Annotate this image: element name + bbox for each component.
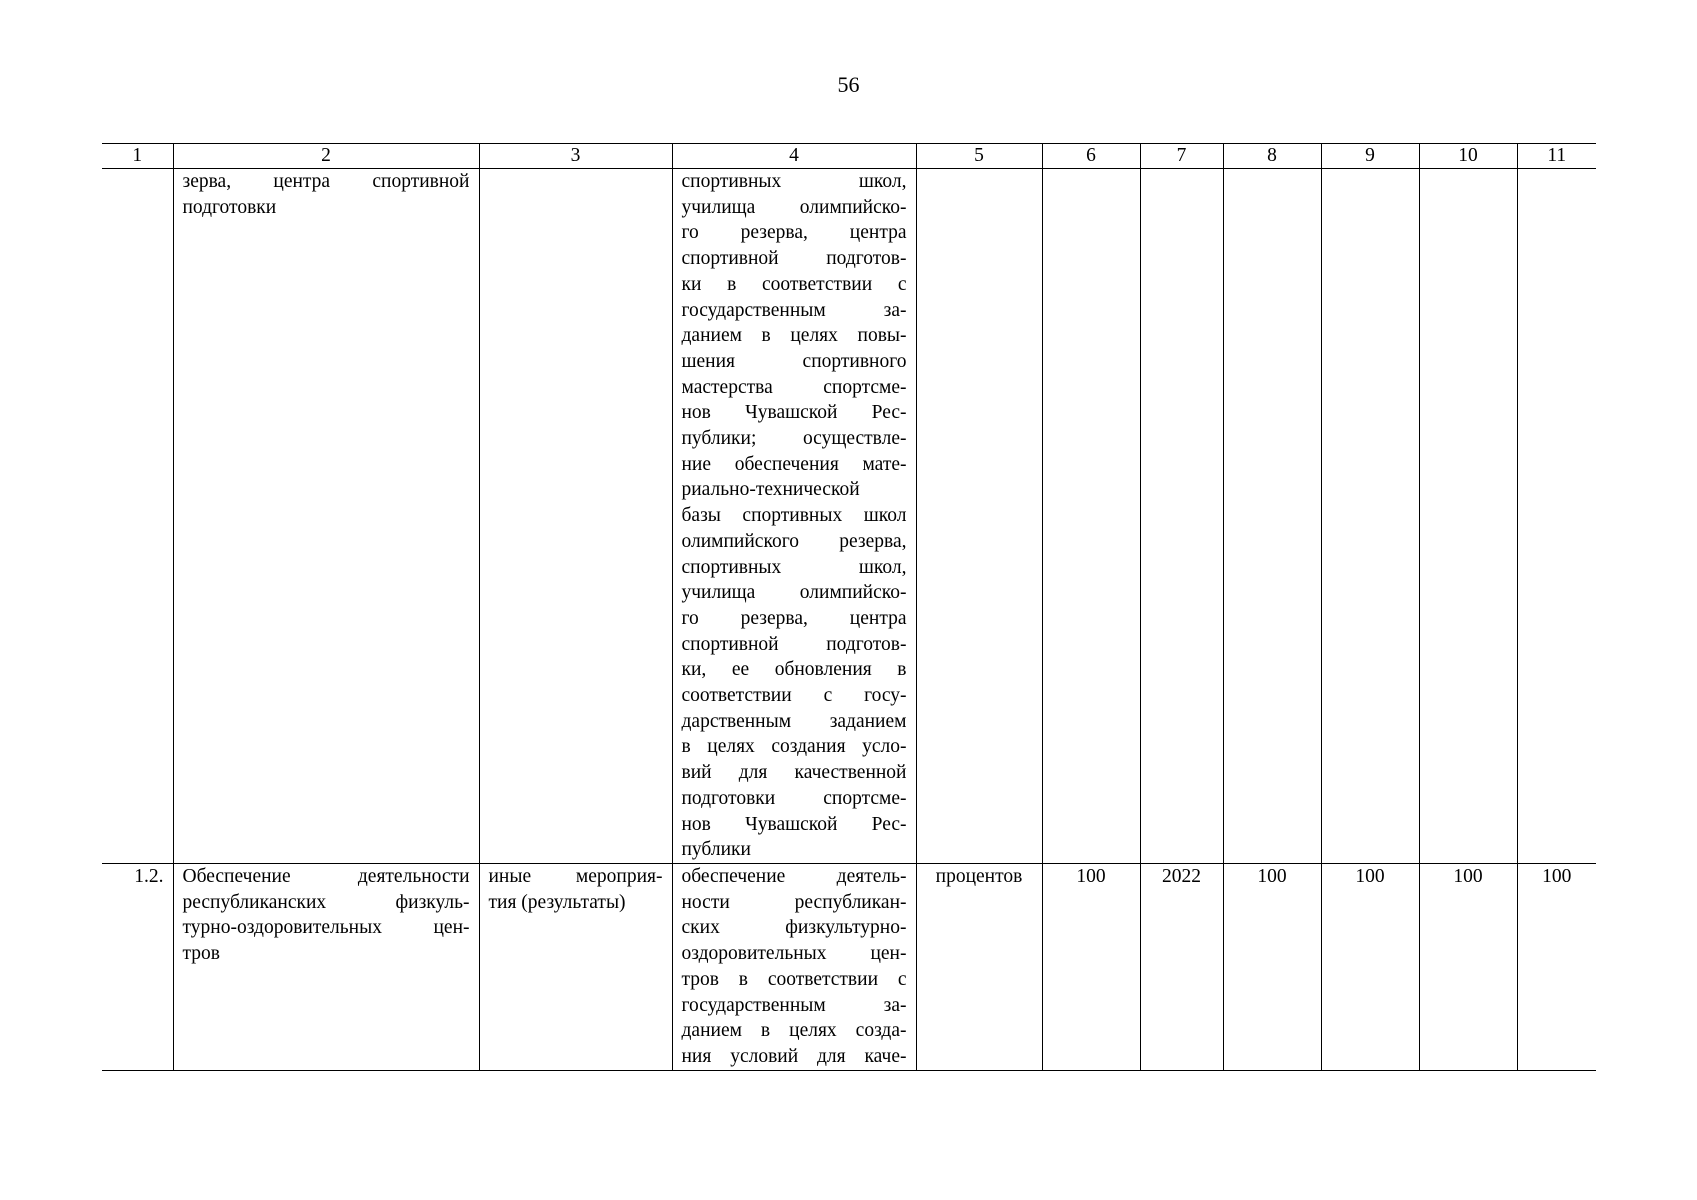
cell-text-line: спортивных школ, [681,556,907,578]
cell-text-line: соответствии с госу- [681,685,907,707]
table-row-1-2 [102,863,1596,1070]
cell-col-8: 100 [1223,863,1321,1070]
cell-col-9 [1321,169,1419,864]
cell-text-line: нов Чувашской Рес- [681,402,907,424]
cell-text-line: училища олимпийско- [681,582,907,604]
cell-description [672,169,916,864]
cell-text-line: тров [182,943,220,965]
cell-text-line: тров в соответствии с [681,968,907,990]
cell-col-11: 100 [1517,863,1596,1070]
header-col-6: 6 [1042,144,1140,169]
cell-col-6: 100 [1042,863,1140,1070]
cell-text-line: иные мероприя- [488,865,663,887]
header-col-11: 11 [1517,144,1596,169]
cell-text-line: оздоровительных цен- [681,943,907,965]
indicators-table [102,143,1596,1071]
cell-text-line: спортивных школ, [681,171,907,192]
cell-text-line: государственным за- [681,299,907,321]
cell-text-line: базы спортивных школ [681,505,907,527]
cell-text-line: риально-технической [681,479,860,501]
cell-text-line: публики; осуществле- [681,428,907,450]
header-col-1: 1 [102,144,173,169]
cell-col-11 [1517,169,1596,864]
cell-text-line: обеспечение деятель- [681,865,907,887]
cell-num: 1.2. [102,863,173,1070]
cell-text-line: ния условий для каче- [681,1045,907,1067]
cell-text-line: вий для качественной [681,762,907,784]
cell-text-line: государственным за- [681,994,907,1016]
cell-text-line: олимпийского резерва, [681,530,907,552]
cell-text-line: спортивной подготов- [681,248,907,270]
cell-text-line: зерва, центра спортивной [182,171,470,192]
cell-col-6 [1042,169,1140,864]
cell-text-line: дарственным заданием [681,710,907,732]
cell-text-line: тия (результаты) [488,891,626,913]
cell-text-line: ности республикан- [681,891,907,913]
cell-type [479,169,672,864]
cell-unit [916,169,1042,864]
cell-type [479,863,672,1070]
cell-text-line: данием в целях созда- [681,1020,907,1042]
cell-text-line: ских физкультурно- [681,917,907,939]
header-col-2: 2 [173,144,479,169]
cell-text-line: ние обеспечения мате- [681,453,907,475]
cell-text-line: подготовки [182,196,277,218]
cell-text-line: го резерва, центра [681,607,907,629]
page-number: 56 [837,72,860,97]
cell-text-line: шения спортивного [681,350,907,372]
cell-text-line: Обеспечение деятельности [182,865,470,887]
cell-description [672,863,916,1070]
cell-name [173,863,479,1070]
cell-text-line: республиканских физкуль- [182,891,470,913]
cell-text-line: в целях создания усло- [681,736,907,758]
cell-col-8 [1223,169,1321,864]
cell-name [173,169,479,864]
cell-text-line: училища олимпийско- [681,196,907,218]
cell-text-line: спортивной подготов- [681,633,907,655]
cell-text-line: нов Чувашской Рес- [681,813,907,835]
header-row [102,144,1596,169]
cell-col-10: 100 [1419,863,1517,1070]
cell-col-9: 100 [1321,863,1419,1070]
table-header [102,144,1596,169]
cell-text-line: ки, ее обновления в [681,659,907,681]
cell-text-line: го резерва, центра [681,222,907,244]
cell-text-line: подготовки спортсме- [681,787,907,809]
cell-num [102,169,173,864]
header-col-9: 9 [1321,144,1419,169]
header-col-5: 5 [916,144,1042,169]
cell-col-7 [1140,169,1223,864]
header-col-3: 3 [479,144,672,169]
cell-text-line: публики [681,839,751,861]
header-col-10: 10 [1419,144,1517,169]
header-col-7: 7 [1140,144,1223,169]
cell-text-line: мастерства спортсме- [681,376,907,398]
header-col-4: 4 [672,144,916,169]
cell-col-7: 2022 [1140,863,1223,1070]
cell-text-line: турно-оздоровительных цен- [182,917,470,939]
cell-unit: процентов [916,863,1042,1070]
cell-text-line: ки в соответствии с [681,273,907,295]
table-row-continuation [102,169,1596,864]
cell-text-line: данием в целях повы- [681,325,907,347]
cell-col-10 [1419,169,1517,864]
header-col-8: 8 [1223,144,1321,169]
